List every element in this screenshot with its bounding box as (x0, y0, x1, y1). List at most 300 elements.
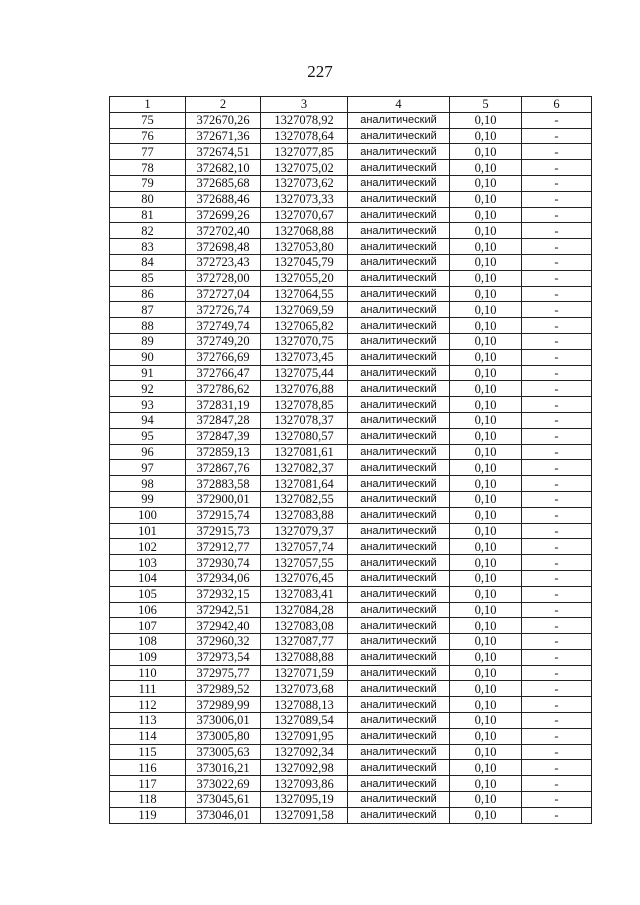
table-row (110, 555, 592, 571)
x-coordinate-cell: 372960,32 (186, 634, 261, 650)
point-number-cell: 100 (110, 507, 186, 523)
accuracy-cell: 0,10 (450, 254, 522, 270)
table-row (110, 681, 592, 697)
y-coordinate-cell: 1327057,55 (261, 555, 348, 571)
point-number-cell: 109 (110, 649, 186, 665)
note-cell: - (522, 428, 592, 444)
point-number-cell: 114 (110, 728, 186, 744)
note-cell: - (522, 649, 592, 665)
note-cell: - (522, 476, 592, 492)
note-cell: - (522, 555, 592, 571)
column-header-4: 4 (348, 97, 450, 113)
method-cell: аналитический (348, 254, 450, 270)
method-cell: аналитический (348, 507, 450, 523)
table-body (110, 112, 592, 823)
note-cell: - (522, 239, 592, 255)
method-cell: аналитический (348, 602, 450, 618)
point-number-cell: 77 (110, 144, 186, 160)
method-cell: аналитический (348, 681, 450, 697)
note-cell: - (522, 144, 592, 160)
method-cell: аналитический (348, 444, 450, 460)
point-number-cell: 103 (110, 555, 186, 571)
note-cell: - (522, 412, 592, 428)
table-row (110, 760, 592, 776)
y-coordinate-cell: 1327095,19 (261, 792, 348, 808)
accuracy-cell: 0,10 (450, 175, 522, 191)
y-coordinate-cell: 1327071,59 (261, 665, 348, 681)
method-cell: аналитический (348, 302, 450, 318)
x-coordinate-cell: 373046,01 (186, 807, 261, 823)
note-cell: - (522, 807, 592, 823)
method-cell: аналитический (348, 365, 450, 381)
note-cell: - (522, 302, 592, 318)
accuracy-cell: 0,10 (450, 286, 522, 302)
table-row (110, 254, 592, 270)
accuracy-cell: 0,10 (450, 807, 522, 823)
y-coordinate-cell: 1327087,77 (261, 634, 348, 650)
x-coordinate-cell: 372682,10 (186, 160, 261, 176)
table-row (110, 318, 592, 334)
note-cell: - (522, 681, 592, 697)
note-cell: - (522, 776, 592, 792)
y-coordinate-cell: 1327091,58 (261, 807, 348, 823)
note-cell: - (522, 760, 592, 776)
accuracy-cell: 0,10 (450, 586, 522, 602)
accuracy-cell: 0,10 (450, 665, 522, 681)
accuracy-cell: 0,10 (450, 792, 522, 808)
table-row (110, 570, 592, 586)
table-row (110, 476, 592, 492)
y-coordinate-cell: 1327081,61 (261, 444, 348, 460)
y-coordinate-cell: 1327069,59 (261, 302, 348, 318)
x-coordinate-cell: 372749,74 (186, 318, 261, 334)
table-row (110, 792, 592, 808)
method-cell: аналитический (348, 744, 450, 760)
method-cell: аналитический (348, 523, 450, 539)
table-row (110, 349, 592, 365)
note-cell: - (522, 728, 592, 744)
point-number-cell: 94 (110, 412, 186, 428)
x-coordinate-cell: 373006,01 (186, 713, 261, 729)
note-cell: - (522, 333, 592, 349)
note-cell: - (522, 460, 592, 476)
y-coordinate-cell: 1327088,88 (261, 649, 348, 665)
accuracy-cell: 0,10 (450, 744, 522, 760)
method-cell: аналитический (348, 318, 450, 334)
method-cell: аналитический (348, 381, 450, 397)
note-cell: - (522, 634, 592, 650)
table-row (110, 223, 592, 239)
accuracy-cell: 0,10 (450, 128, 522, 144)
note-cell: - (522, 586, 592, 602)
method-cell: аналитический (348, 476, 450, 492)
y-coordinate-cell: 1327078,85 (261, 397, 348, 413)
point-number-cell: 75 (110, 112, 186, 128)
x-coordinate-cell: 372989,99 (186, 697, 261, 713)
accuracy-cell: 0,10 (450, 112, 522, 128)
table-row (110, 444, 592, 460)
point-number-cell: 112 (110, 697, 186, 713)
note-cell: - (522, 539, 592, 555)
accuracy-cell: 0,10 (450, 428, 522, 444)
x-coordinate-cell: 372942,40 (186, 618, 261, 634)
table-row (110, 397, 592, 413)
table-row (110, 175, 592, 191)
note-cell: - (522, 175, 592, 191)
y-coordinate-cell: 1327070,67 (261, 207, 348, 223)
method-cell: аналитический (348, 792, 450, 808)
x-coordinate-cell: 372847,39 (186, 428, 261, 444)
x-coordinate-cell: 372727,04 (186, 286, 261, 302)
method-cell: аналитический (348, 412, 450, 428)
y-coordinate-cell: 1327078,64 (261, 128, 348, 144)
y-coordinate-cell: 1327076,88 (261, 381, 348, 397)
x-coordinate-cell: 372685,68 (186, 175, 261, 191)
point-number-cell: 82 (110, 223, 186, 239)
note-cell: - (522, 112, 592, 128)
column-header-1: 1 (110, 97, 186, 113)
table-row (110, 333, 592, 349)
table-row (110, 618, 592, 634)
method-cell: аналитический (348, 713, 450, 729)
x-coordinate-cell: 372749,20 (186, 333, 261, 349)
note-cell: - (522, 223, 592, 239)
y-coordinate-cell: 1327057,74 (261, 539, 348, 555)
table-row (110, 207, 592, 223)
method-cell: аналитический (348, 397, 450, 413)
y-coordinate-cell: 1327073,33 (261, 191, 348, 207)
table-row (110, 713, 592, 729)
method-cell: аналитический (348, 333, 450, 349)
method-cell: аналитический (348, 776, 450, 792)
y-coordinate-cell: 1327081,64 (261, 476, 348, 492)
accuracy-cell: 0,10 (450, 713, 522, 729)
note-cell: - (522, 160, 592, 176)
note-cell: - (522, 254, 592, 270)
table-row (110, 523, 592, 539)
point-number-cell: 93 (110, 397, 186, 413)
x-coordinate-cell: 372702,40 (186, 223, 261, 239)
table-row (110, 586, 592, 602)
table-row (110, 302, 592, 318)
point-number-cell: 113 (110, 713, 186, 729)
point-number-cell: 92 (110, 381, 186, 397)
table-row (110, 460, 592, 476)
page-number: 227 (307, 62, 333, 81)
y-coordinate-cell: 1327088,13 (261, 697, 348, 713)
accuracy-cell: 0,10 (450, 555, 522, 571)
table-row (110, 491, 592, 507)
point-number-cell: 104 (110, 570, 186, 586)
note-cell: - (522, 665, 592, 681)
note-cell: - (522, 128, 592, 144)
column-header-3: 3 (261, 97, 348, 113)
method-cell: аналитический (348, 570, 450, 586)
table-row (110, 286, 592, 302)
point-number-cell: 83 (110, 239, 186, 255)
table-row (110, 776, 592, 792)
x-coordinate-cell: 372723,43 (186, 254, 261, 270)
point-number-cell: 101 (110, 523, 186, 539)
note-cell: - (522, 523, 592, 539)
method-cell: аналитический (348, 539, 450, 555)
note-cell: - (522, 349, 592, 365)
accuracy-cell: 0,10 (450, 333, 522, 349)
point-number-cell: 91 (110, 365, 186, 381)
x-coordinate-cell: 373016,21 (186, 760, 261, 776)
note-cell: - (522, 286, 592, 302)
table-row (110, 428, 592, 444)
x-coordinate-cell: 372674,51 (186, 144, 261, 160)
method-cell: аналитический (348, 286, 450, 302)
method-cell: аналитический (348, 807, 450, 823)
y-coordinate-cell: 1327073,68 (261, 681, 348, 697)
method-cell: аналитический (348, 665, 450, 681)
point-number-cell: 119 (110, 807, 186, 823)
note-cell: - (522, 744, 592, 760)
point-number-cell: 95 (110, 428, 186, 444)
y-coordinate-cell: 1327083,41 (261, 586, 348, 602)
column-header-2: 2 (186, 97, 261, 113)
y-coordinate-cell: 1327055,20 (261, 270, 348, 286)
x-coordinate-cell: 372831,19 (186, 397, 261, 413)
y-coordinate-cell: 1327068,88 (261, 223, 348, 239)
y-coordinate-cell: 1327082,55 (261, 491, 348, 507)
point-number-cell: 105 (110, 586, 186, 602)
accuracy-cell: 0,10 (450, 697, 522, 713)
note-cell: - (522, 365, 592, 381)
accuracy-cell: 0,10 (450, 476, 522, 492)
table-row (110, 144, 592, 160)
note-cell: - (522, 397, 592, 413)
table-row (110, 665, 592, 681)
point-number-cell: 108 (110, 634, 186, 650)
x-coordinate-cell: 372670,26 (186, 112, 261, 128)
table-row (110, 412, 592, 428)
point-number-cell: 102 (110, 539, 186, 555)
x-coordinate-cell: 372867,76 (186, 460, 261, 476)
table-row (110, 270, 592, 286)
accuracy-cell: 0,10 (450, 634, 522, 650)
x-coordinate-cell: 372930,74 (186, 555, 261, 571)
note-cell: - (522, 381, 592, 397)
point-number-cell: 86 (110, 286, 186, 302)
x-coordinate-cell: 372726,74 (186, 302, 261, 318)
table-row (110, 602, 592, 618)
x-coordinate-cell: 372728,00 (186, 270, 261, 286)
note-cell: - (522, 507, 592, 523)
accuracy-cell: 0,10 (450, 460, 522, 476)
method-cell: аналитический (348, 760, 450, 776)
note-cell: - (522, 207, 592, 223)
point-number-cell: 107 (110, 618, 186, 634)
y-coordinate-cell: 1327073,45 (261, 349, 348, 365)
table-row (110, 649, 592, 665)
x-coordinate-cell: 373005,80 (186, 728, 261, 744)
y-coordinate-cell: 1327083,88 (261, 507, 348, 523)
accuracy-cell: 0,10 (450, 191, 522, 207)
method-cell: аналитический (348, 144, 450, 160)
table-header-row (110, 97, 592, 113)
point-number-cell: 84 (110, 254, 186, 270)
y-coordinate-cell: 1327064,55 (261, 286, 348, 302)
y-coordinate-cell: 1327091,95 (261, 728, 348, 744)
x-coordinate-cell: 373005,63 (186, 744, 261, 760)
point-number-cell: 115 (110, 744, 186, 760)
point-number-cell: 97 (110, 460, 186, 476)
table-row (110, 728, 592, 744)
y-coordinate-cell: 1327076,45 (261, 570, 348, 586)
y-coordinate-cell: 1327073,62 (261, 175, 348, 191)
y-coordinate-cell: 1327089,54 (261, 713, 348, 729)
point-number-cell: 96 (110, 444, 186, 460)
accuracy-cell: 0,10 (450, 681, 522, 697)
x-coordinate-cell: 372698,48 (186, 239, 261, 255)
point-number-cell: 89 (110, 333, 186, 349)
y-coordinate-cell: 1327082,37 (261, 460, 348, 476)
y-coordinate-cell: 1327080,57 (261, 428, 348, 444)
accuracy-cell: 0,10 (450, 144, 522, 160)
y-coordinate-cell: 1327079,37 (261, 523, 348, 539)
method-cell: аналитический (348, 175, 450, 191)
accuracy-cell: 0,10 (450, 760, 522, 776)
accuracy-cell: 0,10 (450, 776, 522, 792)
accuracy-cell: 0,10 (450, 207, 522, 223)
point-number-cell: 78 (110, 160, 186, 176)
method-cell: аналитический (348, 728, 450, 744)
method-cell: аналитический (348, 649, 450, 665)
y-coordinate-cell: 1327070,75 (261, 333, 348, 349)
point-number-cell: 81 (110, 207, 186, 223)
note-cell: - (522, 191, 592, 207)
method-cell: аналитический (348, 207, 450, 223)
point-number-cell: 99 (110, 491, 186, 507)
x-coordinate-cell: 372915,73 (186, 523, 261, 539)
y-coordinate-cell: 1327077,85 (261, 144, 348, 160)
method-cell: аналитический (348, 428, 450, 444)
y-coordinate-cell: 1327084,28 (261, 602, 348, 618)
accuracy-cell: 0,10 (450, 539, 522, 555)
note-cell: - (522, 697, 592, 713)
accuracy-cell: 0,10 (450, 239, 522, 255)
method-cell: аналитический (348, 555, 450, 571)
y-coordinate-cell: 1327078,92 (261, 112, 348, 128)
note-cell: - (522, 618, 592, 634)
column-header-6: 6 (522, 97, 592, 113)
y-coordinate-cell: 1327053,80 (261, 239, 348, 255)
y-coordinate-cell: 1327078,37 (261, 412, 348, 428)
table-row (110, 539, 592, 555)
note-cell: - (522, 318, 592, 334)
x-coordinate-cell: 372934,06 (186, 570, 261, 586)
point-number-cell: 111 (110, 681, 186, 697)
x-coordinate-cell: 372847,28 (186, 412, 261, 428)
method-cell: аналитический (348, 239, 450, 255)
method-cell: аналитический (348, 491, 450, 507)
note-cell: - (522, 491, 592, 507)
accuracy-cell: 0,10 (450, 397, 522, 413)
note-cell: - (522, 570, 592, 586)
point-number-cell: 88 (110, 318, 186, 334)
accuracy-cell: 0,10 (450, 381, 522, 397)
table-row (110, 128, 592, 144)
point-number-cell: 116 (110, 760, 186, 776)
accuracy-cell: 0,10 (450, 728, 522, 744)
y-coordinate-cell: 1327092,98 (261, 760, 348, 776)
table-row (110, 807, 592, 823)
x-coordinate-cell: 372766,69 (186, 349, 261, 365)
y-coordinate-cell: 1327083,08 (261, 618, 348, 634)
method-cell: аналитический (348, 349, 450, 365)
accuracy-cell: 0,10 (450, 160, 522, 176)
y-coordinate-cell: 1327045,79 (261, 254, 348, 270)
table-row (110, 191, 592, 207)
x-coordinate-cell: 372973,54 (186, 649, 261, 665)
column-header-5: 5 (450, 97, 522, 113)
accuracy-cell: 0,10 (450, 618, 522, 634)
x-coordinate-cell: 373022,69 (186, 776, 261, 792)
accuracy-cell: 0,10 (450, 270, 522, 286)
x-coordinate-cell: 372859,13 (186, 444, 261, 460)
accuracy-cell: 0,10 (450, 444, 522, 460)
point-number-cell: 90 (110, 349, 186, 365)
method-cell: аналитический (348, 270, 450, 286)
note-cell: - (522, 792, 592, 808)
accuracy-cell: 0,10 (450, 365, 522, 381)
x-coordinate-cell: 372786,62 (186, 381, 261, 397)
accuracy-cell: 0,10 (450, 507, 522, 523)
point-number-cell: 110 (110, 665, 186, 681)
method-cell: аналитический (348, 160, 450, 176)
x-coordinate-cell: 372915,74 (186, 507, 261, 523)
point-number-cell: 80 (110, 191, 186, 207)
point-number-cell: 87 (110, 302, 186, 318)
x-coordinate-cell: 372900,01 (186, 491, 261, 507)
x-coordinate-cell: 372989,52 (186, 681, 261, 697)
coordinates-table (109, 96, 592, 824)
table-row (110, 365, 592, 381)
table-row (110, 697, 592, 713)
x-coordinate-cell: 373045,61 (186, 792, 261, 808)
note-cell: - (522, 444, 592, 460)
accuracy-cell: 0,10 (450, 649, 522, 665)
y-coordinate-cell: 1327075,02 (261, 160, 348, 176)
point-number-cell: 76 (110, 128, 186, 144)
table-row (110, 112, 592, 128)
x-coordinate-cell: 372688,46 (186, 191, 261, 207)
x-coordinate-cell: 372975,77 (186, 665, 261, 681)
method-cell: аналитический (348, 191, 450, 207)
method-cell: аналитический (348, 586, 450, 602)
note-cell: - (522, 713, 592, 729)
method-cell: аналитический (348, 697, 450, 713)
accuracy-cell: 0,10 (450, 602, 522, 618)
point-number-cell: 85 (110, 270, 186, 286)
point-number-cell: 106 (110, 602, 186, 618)
table-row (110, 744, 592, 760)
method-cell: аналитический (348, 618, 450, 634)
accuracy-cell: 0,10 (450, 318, 522, 334)
accuracy-cell: 0,10 (450, 523, 522, 539)
accuracy-cell: 0,10 (450, 570, 522, 586)
point-number-cell: 79 (110, 175, 186, 191)
y-coordinate-cell: 1327075,44 (261, 365, 348, 381)
method-cell: аналитический (348, 634, 450, 650)
accuracy-cell: 0,10 (450, 491, 522, 507)
table-row (110, 239, 592, 255)
y-coordinate-cell: 1327093,86 (261, 776, 348, 792)
accuracy-cell: 0,10 (450, 412, 522, 428)
